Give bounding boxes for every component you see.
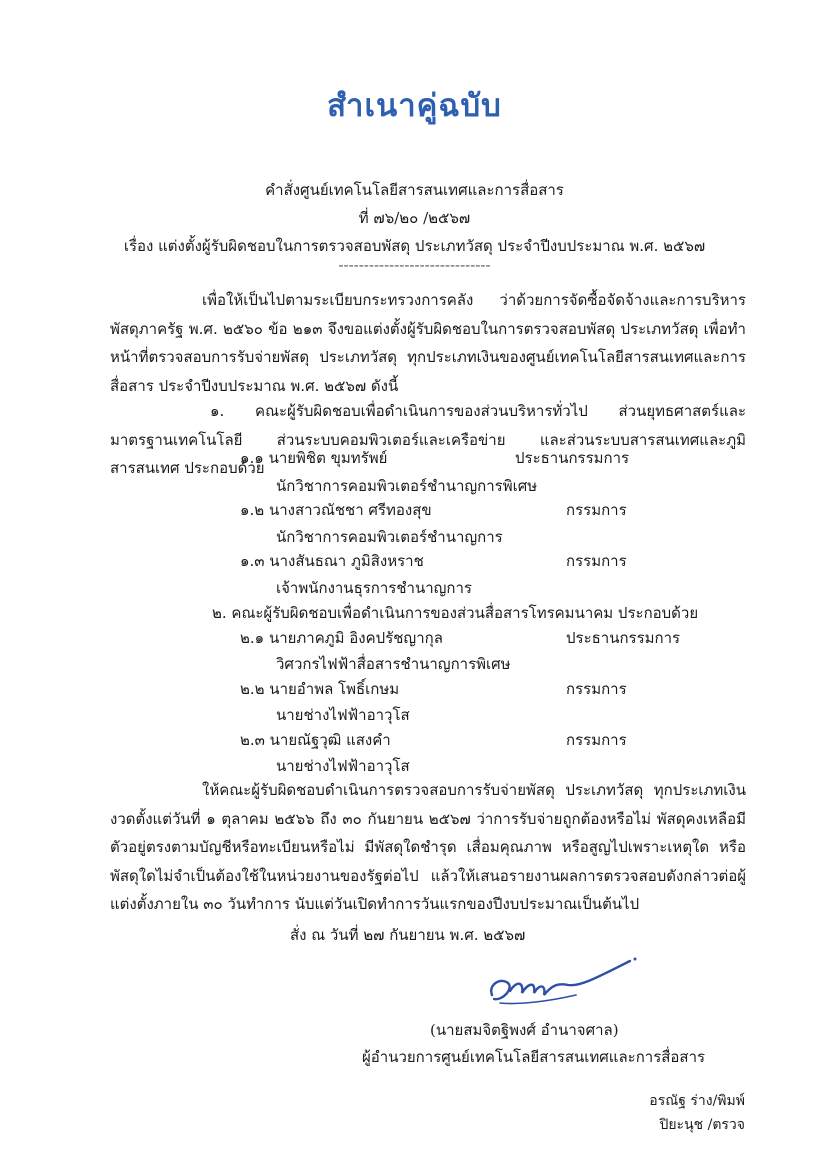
header-divider: ------------------------------: [338, 256, 491, 274]
order-date: สั่ง ณ วันที่ ๒๗ กันยายน พ.ศ. ๒๕๖๗: [290, 926, 526, 944]
signatory-name: (นายสมจิตฐิพงศ์ อำนาจศาล): [430, 1021, 619, 1039]
member-name: ๑.๒ นางสาวณัชชา ศรีทองสุข: [240, 501, 432, 519]
signature-mark: [480, 955, 640, 1015]
member-role: ประธานกรรมการ: [566, 629, 681, 647]
intro-text: เพื่อให้เป็นไปตามระเบียบกระทรวงการคลัง ว่าด้วยการจัดซื้อจัดจ้างและการบริหารพัสดุภาครัฐ พ.ศ. ๒๕๖๐ ข้อ ๒๑๓ จึงขอแต่งตั้งผู้รับผิดชอบในการตรวจสอบพัสดุ ประเภทวัสดุ เพื่อทำหน้าที่ตรวจสอบการรับจ่ายพัสดุ ประเภทวัสดุ ทุกประเภทเงินของศูนย์เทคโนโลยีสารสนเทศและการสื่อสาร ประจำปีงบประมาณ พ.ศ. ๒๕๖๗ ดังนี้: [110, 291, 746, 395]
order-title: คำสั่งศูนย์เทคโนโลยีสารสนเทศและการสื่อสาร: [265, 181, 564, 199]
member-role: กรรมการ: [566, 731, 627, 749]
member-role: กรรมการ: [566, 680, 627, 698]
member-position: นายช่างไฟฟ้าอาวุโส: [276, 706, 410, 724]
signatory-title: ผู้อำนวยการศูนย์เทคโนโลยีสารสนเทศและการสื่อสาร: [362, 1048, 706, 1066]
group1-heading-text: ๑. คณะผู้รับผิดชอบเพื่อดำเนินการของส่วนบริหารทั่วไป ส่วนยุทธศาสตร์และมาตรฐานเทคโนโลยี ส่วนระบบคอมพิวเตอร์และเครือข่าย และส่วนระบบสารสนเทศและภูมิสารสนเทศ ประกอบด้วย: [110, 402, 746, 477]
checked-by: ปิยะนุช /ตรวจ: [659, 1117, 745, 1133]
member-position: นักวิชาการคอมพิวเตอร์ชำนาญการพิเศษ: [276, 477, 538, 495]
closing-text: ให้คณะผู้รับผิดชอบดำเนินการตรวจสอบการรับจ่ายพัสดุ ประเภทวัสดุ ทุกประเภทเงิน งวดตั้งแต่วันที่ ๑ ตุลาคม ๒๕๖๖ ถึง ๓๐ กันยายน ๒๕๖๗ ว่าการรับจ่ายถูกต้องหรือไม่ พัสดุคงเหลือมีตัวอยู่ตรงตามบัญชีหรือทะเบียนหรือไม่ มีพัสดุใดชำรุด เสื่อมคุณภาพ หรือสูญไปเพราะเหตุใด หรือพัสดุใดไม่จำเป็นต้องใช้ในหน่วยงานของรัฐต่อไป แล้วให้เสนอรายงานผลการตรวจสอบดังกล่าวต่อผู้แต่งตั้งภายใน ๓๐ วันทำการ นับแต่วันเปิดทำการวันแรกของปีงบประมาณเป็นต้นไป: [110, 781, 746, 913]
member-role: กรรมการ: [566, 501, 627, 519]
order-subject: เรื่อง แต่งตั้งผู้รับผิดชอบในการตรวจสอบพัสดุ ประเภทวัสดุ ประจำปีงบประมาณ พ.ศ. ๒๕๖๗: [123, 237, 706, 255]
member-name: ๑.๑ นายพิชิต ขุมทรัพย์: [240, 449, 388, 467]
member-name: ๒.๒ นายอำพล โพธิ์เกษม: [240, 680, 400, 698]
group1-heading: [110, 397, 746, 483]
member-name: ๑.๓ นางสันธณา ภูมิสิงหราช: [240, 552, 424, 570]
member-role: กรรมการ: [566, 552, 627, 570]
intro-paragraph: [110, 286, 746, 400]
member-position: วิศวกรไฟฟ้าสื่อสารชำนาญการพิเศษ: [276, 655, 511, 673]
member-name: ๒.๓ นายณัฐวุฒิ แสงคำ: [240, 731, 391, 749]
order-number: ที่ ๗๖/๒๐ /๒๕๖๗: [358, 209, 471, 227]
member-position: เจ้าพนักงานธุรการชำนาญการ: [276, 579, 472, 597]
copy-stamp: สำเนาคู่ฉบับ: [327, 88, 502, 124]
draft-by: อรณัฐ ร่าง/พิมพ์: [649, 1093, 745, 1109]
group2-heading: ๒. คณะผู้รับผิดชอบเพื่อดำเนินการของส่วนสื่อสารโทรคมนาคม ประกอบด้วย: [212, 604, 699, 622]
member-role: ประธานกรรมการ: [515, 449, 630, 467]
member-position: นักวิชาการคอมพิวเตอร์ชำนาญการ: [276, 528, 503, 546]
member-name: ๒.๑ นายภาคภูมิ อิงคปรัชญากุล: [240, 629, 443, 647]
member-position: นายช่างไฟฟ้าอาวุโส: [276, 757, 410, 775]
closing-paragraph: [110, 776, 746, 919]
